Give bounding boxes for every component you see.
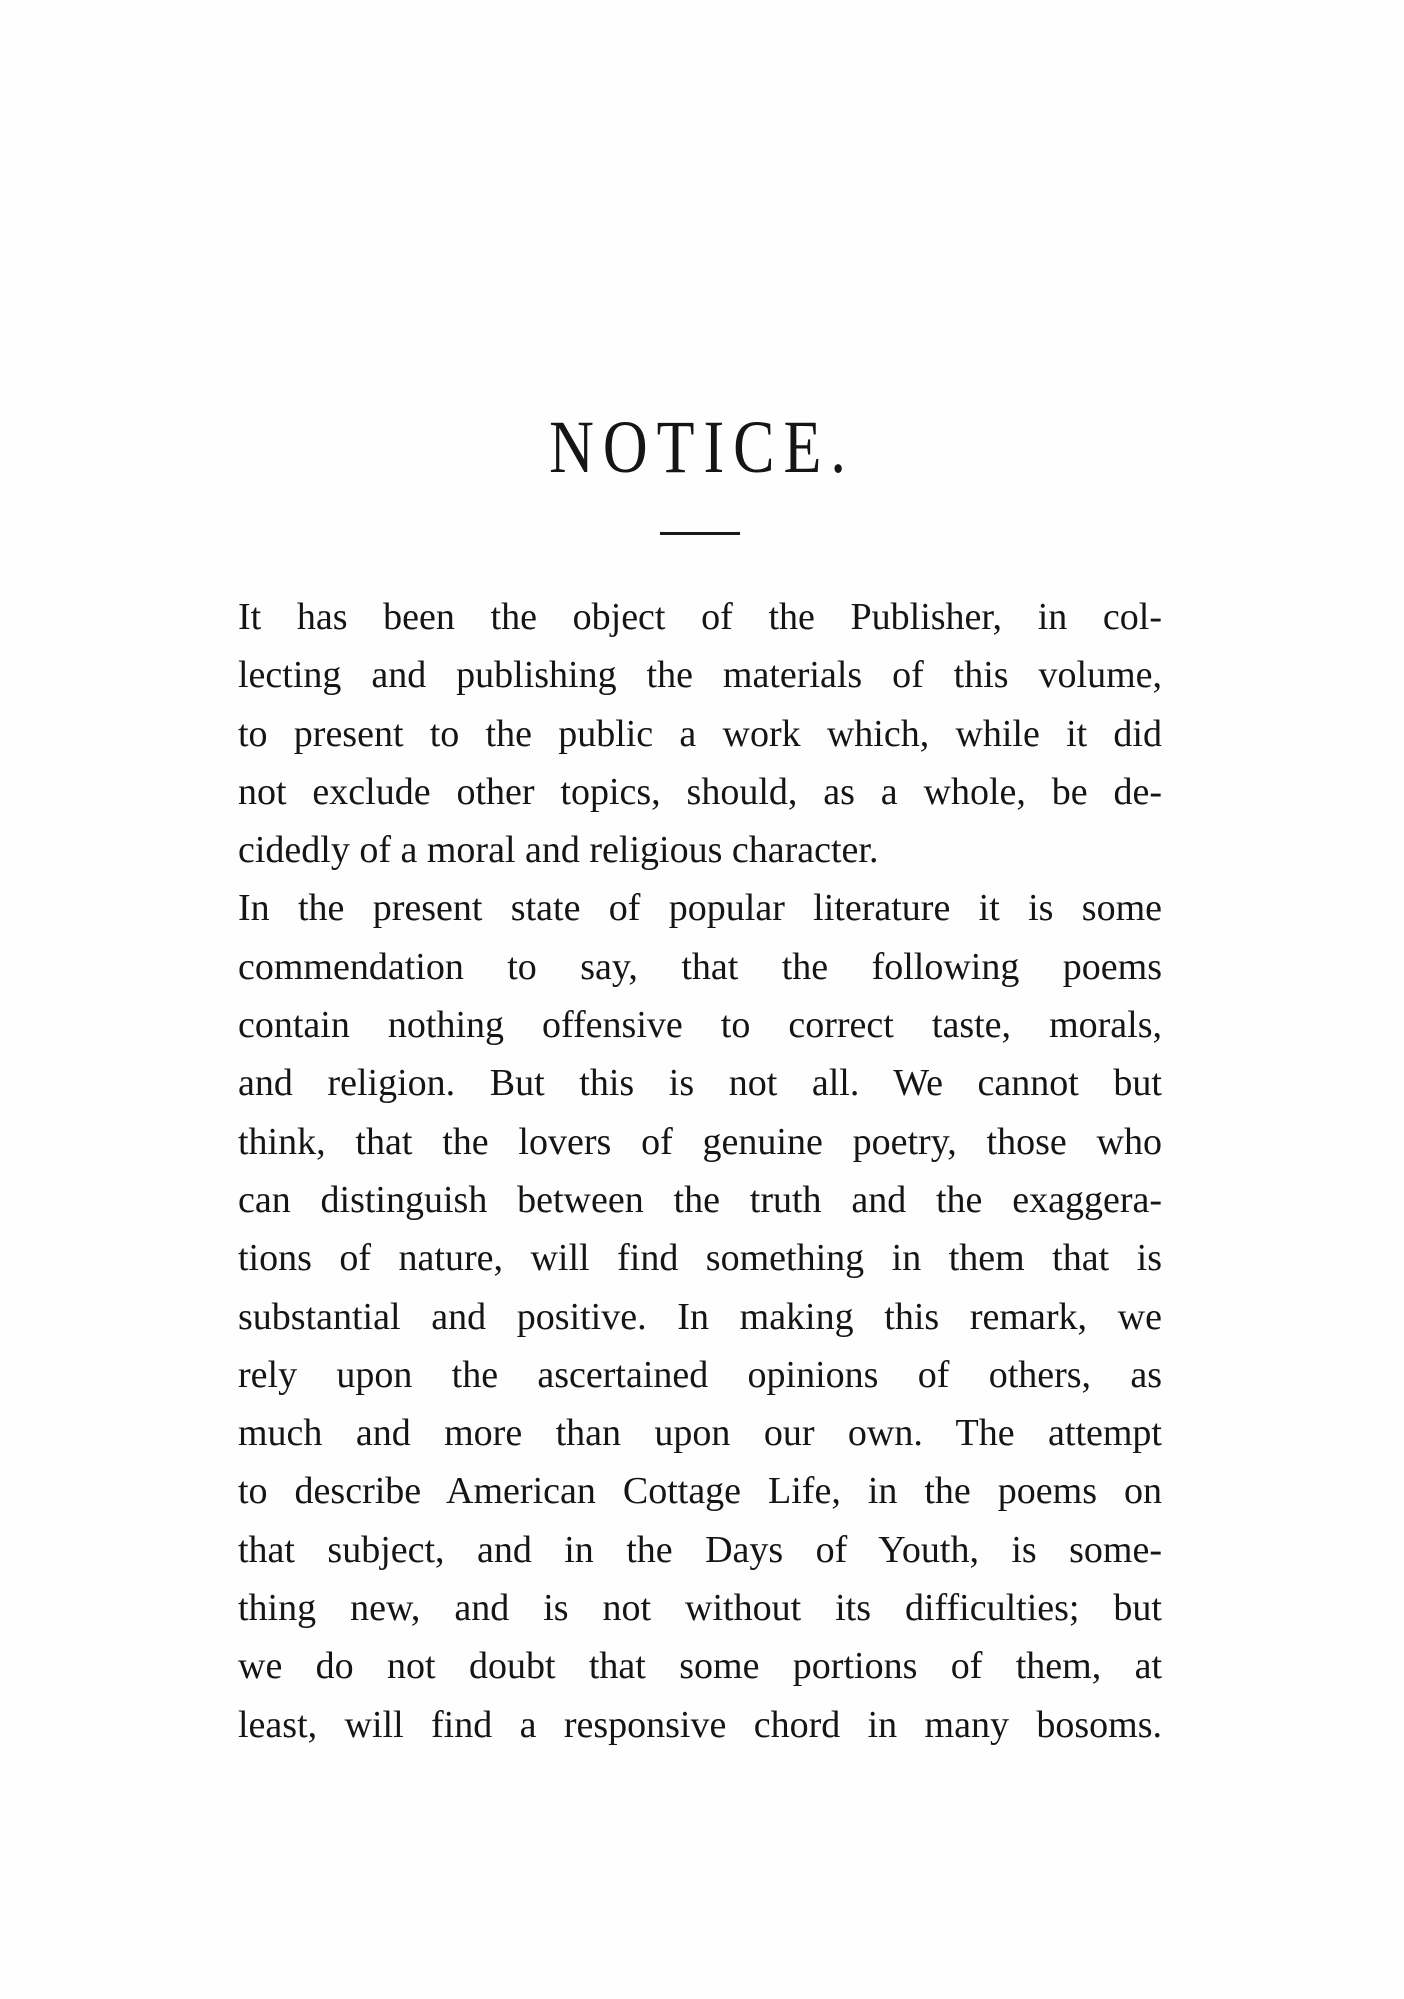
text-line: tions of nature, will find something in them that is [238, 1237, 1162, 1280]
text-line: contain nothing offensive to correct taste, morals, [238, 1004, 1162, 1047]
text-line: thing new, and is not without its difficulties; but [238, 1587, 1162, 1630]
text-line: not exclude other topics, should, as a whole, be de- [238, 770, 1162, 813]
text-line: much and more than upon our own. The attempt [238, 1412, 1162, 1455]
paragraph-1 [238, 588, 1162, 879]
text-line: to describe American Cottage Life, in the poems on [238, 1470, 1162, 1513]
text-line: In the present state of popular literature it is some [238, 887, 1162, 930]
page-title: NOTICE. [549, 406, 855, 490]
text-line: least, will find a responsive chord in many bosoms. [238, 1703, 1162, 1746]
notice-body [238, 588, 1162, 1754]
text-line: rely upon the ascertained opinions of others, as [238, 1353, 1162, 1396]
text-line: and religion. But this is not all. We cannot but [238, 1062, 1162, 1105]
text-line: that subject, and in the Days of Youth, is some- [238, 1528, 1162, 1571]
text-line: commendation to say, that the following poems [238, 945, 1162, 988]
title-rule [660, 532, 740, 535]
text-line: cidedly of a moral and religious character. [238, 829, 879, 872]
text-line: substantial and positive. In making this remark, we [238, 1295, 1162, 1338]
paragraph-2 [238, 879, 1162, 1753]
text-line: think, that the lovers of genuine poetry, those who [238, 1120, 1162, 1163]
text-line: lecting and publishing the materials of this volume, [238, 654, 1162, 697]
text-line: we do not doubt that some portions of them, at [238, 1645, 1162, 1688]
text-line: to present to the public a work which, while it did [238, 712, 1162, 755]
text-line: can distinguish between the truth and the exaggera- [238, 1178, 1162, 1221]
text-line: It has been the object of the Publisher, in col- [238, 596, 1162, 638]
